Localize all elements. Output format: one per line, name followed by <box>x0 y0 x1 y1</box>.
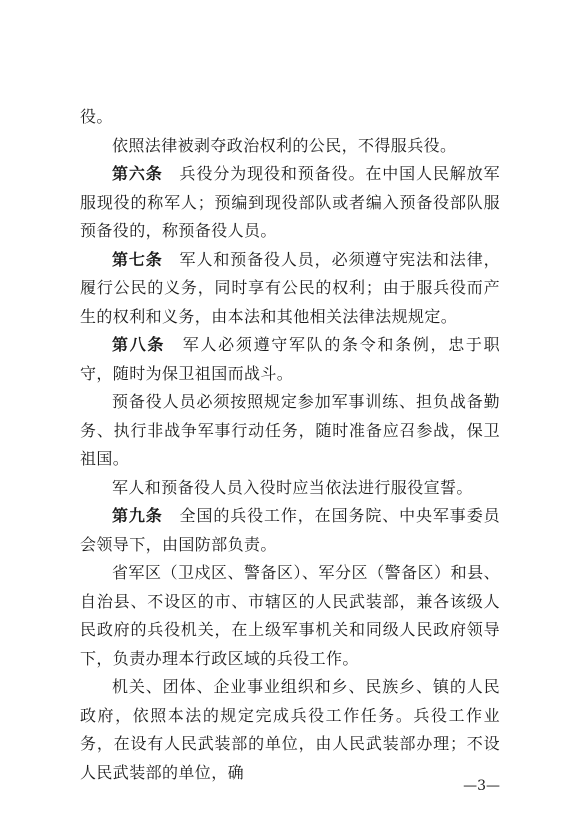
article-7 <box>80 246 500 332</box>
article-6-text: 兵役分为现役和预备役。在中国人民解放军服现役的称军人；预编到现役部队或者编入预备役部队服预备役的，称预备役人员。 <box>80 164 500 240</box>
article-8 <box>80 331 500 388</box>
paragraph-9 <box>80 559 500 673</box>
article-7-number: 第七条 <box>112 249 163 269</box>
article-6-number: 第六条 <box>112 164 163 183</box>
article-8-number: 第八条 <box>112 335 166 354</box>
paragraph-1-text: 役。 <box>80 107 113 126</box>
paragraph-7 <box>80 474 500 503</box>
article-9-text: 全国的兵役工作，在国务院、中央军事委员会领导下，由国防部负责。 <box>80 506 500 554</box>
paragraph-2-text: 依照法律被剥夺政治权利的公民，不得服兵役。 <box>112 135 457 155</box>
paragraph-9-text: 省军区（卫戍区、警备区）、军分区（警备区）和县、自治县、不设区的市、市辖区的人民武装部，兼各该级人民政府的兵役机关，在上级军事机关和同级人民政府领导下，负责办理本行政区域的兵役工作。 <box>80 563 500 668</box>
article-9 <box>80 502 500 559</box>
paragraph-6-text: 预备役人员必须按照规定参加军事训练、担负战备勤务、执行非战争军事行动任务，随时准备应召参战，保卫祖国。 <box>80 392 500 468</box>
paragraph-1 <box>80 103 500 132</box>
article-6 <box>80 160 500 246</box>
paragraph-10-text: 机关、团体、企业事业组织和乡、民族乡、镇的人民政府，依照本法的规定完成兵役工作任务。兵役工作业务，在设有人民武装部的单位，由人民武装部办理；不设人民武装部的单位，确 <box>80 677 500 782</box>
article-7-text: 军人和预备役人员，必须遵守宪法和法律，履行公民的义务，同时享有公民的权利；由于服兵役而产生的权利和义务，由本法和其他相关法律法规规定。 <box>80 249 500 326</box>
paragraph-10 <box>80 673 500 787</box>
paragraph-6 <box>80 388 500 474</box>
document-body <box>80 103 500 787</box>
page-number: —3— <box>463 778 500 794</box>
article-9-number: 第九条 <box>112 506 163 525</box>
paragraph-2 <box>80 132 500 161</box>
paragraph-7-text: 军人和预备役人员入役时应当依法进行服役宣誓。 <box>112 477 473 497</box>
article-8-text: 军人必须遵守军队的条令和条例，忠于职守，随时为保卫祖国而战斗。 <box>80 335 500 383</box>
